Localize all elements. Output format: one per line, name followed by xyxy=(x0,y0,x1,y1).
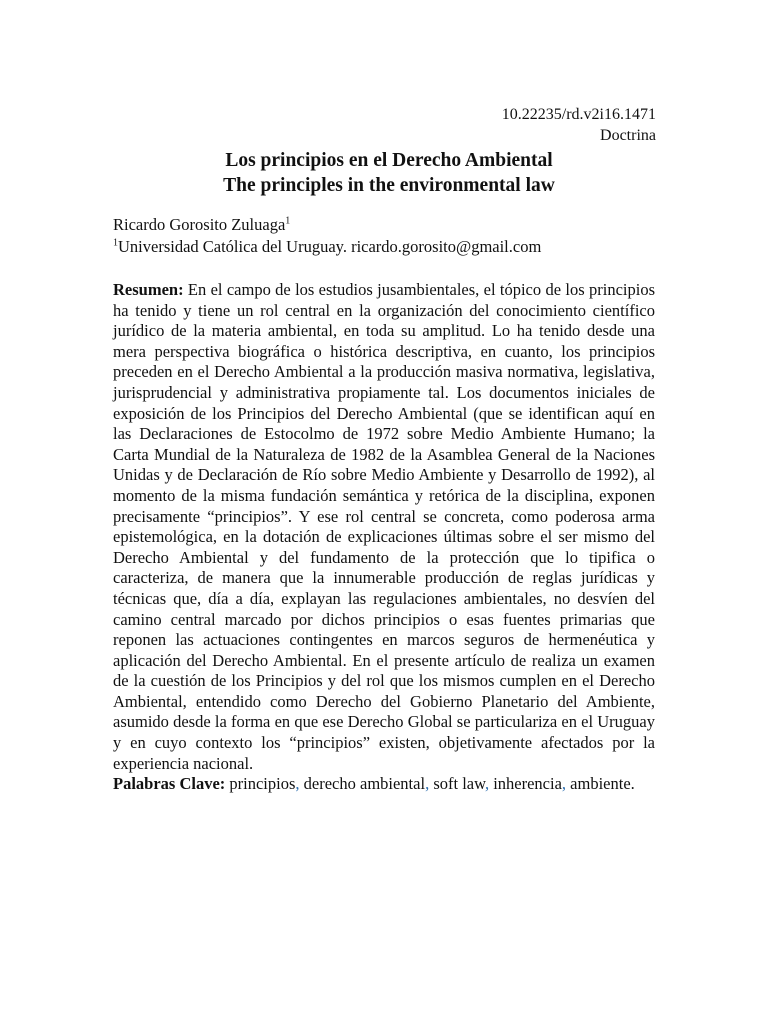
keyword-separator: , xyxy=(561,774,567,794)
author-footnote-mark: 1 xyxy=(285,215,291,227)
author-block xyxy=(113,214,541,258)
title-block xyxy=(0,148,768,198)
keyword-separator: , xyxy=(425,774,430,794)
section-label: Doctrina xyxy=(600,127,656,144)
author-name: Ricardo Gorosito Zuluaga xyxy=(113,215,286,234)
abstract-paragraph xyxy=(113,280,655,774)
keyword-terminator: . xyxy=(630,774,635,794)
abstract xyxy=(113,280,655,795)
keyword: ambiente xyxy=(570,774,631,794)
author-line xyxy=(113,214,541,236)
keyword: derecho ambiental xyxy=(303,774,426,794)
keyword: inherencia xyxy=(493,774,562,794)
title-english: The principles in the environmental law xyxy=(223,175,555,196)
affiliation: Universidad Católica del Uruguay. ricardo.gorosito@gmail.com xyxy=(118,237,542,256)
keyword-separator: , xyxy=(295,774,300,794)
title-spanish: Los principios en el Derecho Ambiental xyxy=(225,150,553,171)
doi: 10.22235/rd.v2i16.1471 xyxy=(501,106,656,123)
keywords-label: Palabras Clave: xyxy=(113,774,226,794)
abstract-text: En el campo de los estudios jusambientales, el tópico de los principios ha tenido y tiene un rol central en la organización del conocimiento científico jurídico de la materia ambiental, en toda su amplitud. Lo ha tenido desde una mera perspectiva biográfica o histórica descriptiva, en cuanto, los principios preceden en el Derecho Ambiental a la producción masiva normativa, legislativa, jurisprudencial y administrativa propiamente tal. Los documentos iniciales de exposición de los Principios del Derecho Ambiental (que se identifican aquí en las Declaraciones de Estocolmo de 1972 sobre Medio Ambiente Humano; la Carta Mundial de la Naturaleza de 1982 de la Asamblea General de la Naciones Unidas y de Declaración de Río sobre Medio Ambiente y Desarrollo de 1992), al momento de la misma fundación semántica y retórica de la disciplina, exponen precisamente “principios”. Y ese rol central se concreta, como poderosa arma epistemológica, en la dotación de explicaciones últimas sobre el ser mismo del Derecho Ambiental y del fundamento de la protección que lo tipifica o caracteriza, de manera que la innumerable producción de reglas jurídicas y técnicas que, día a día, explayan las regulaciones ambientales, no desvíen del camino central marcado por dichos principios o esas fuentes primarias que reponen las actuaciones contingentes en marcos seguros de hermenéutica y aplicación del Derecho Ambiental. En el presente artículo de realiza un examen de la cuestión de los Principios y del rol que los mismos cumplen en el Derecho Ambiental, entendido como Derecho del Gobierno Planetario del Ambiente, asumido desde la forma en que ese Derecho Global se particulariza en el Uruguay y en cuyo contexto los “principios” existen, objetivamente afectados por la experiencia nacional. xyxy=(113,280,655,773)
keyword: soft law xyxy=(433,774,485,794)
affiliation-line xyxy=(113,236,541,258)
affiliation-footnote-mark: 1 xyxy=(113,237,118,249)
keyword: principios xyxy=(229,774,296,794)
keywords-line xyxy=(113,774,655,795)
header-meta xyxy=(502,104,656,146)
abstract-label: Resumen: xyxy=(113,280,184,299)
keywords-list xyxy=(229,774,634,793)
keyword-separator: , xyxy=(484,774,490,794)
